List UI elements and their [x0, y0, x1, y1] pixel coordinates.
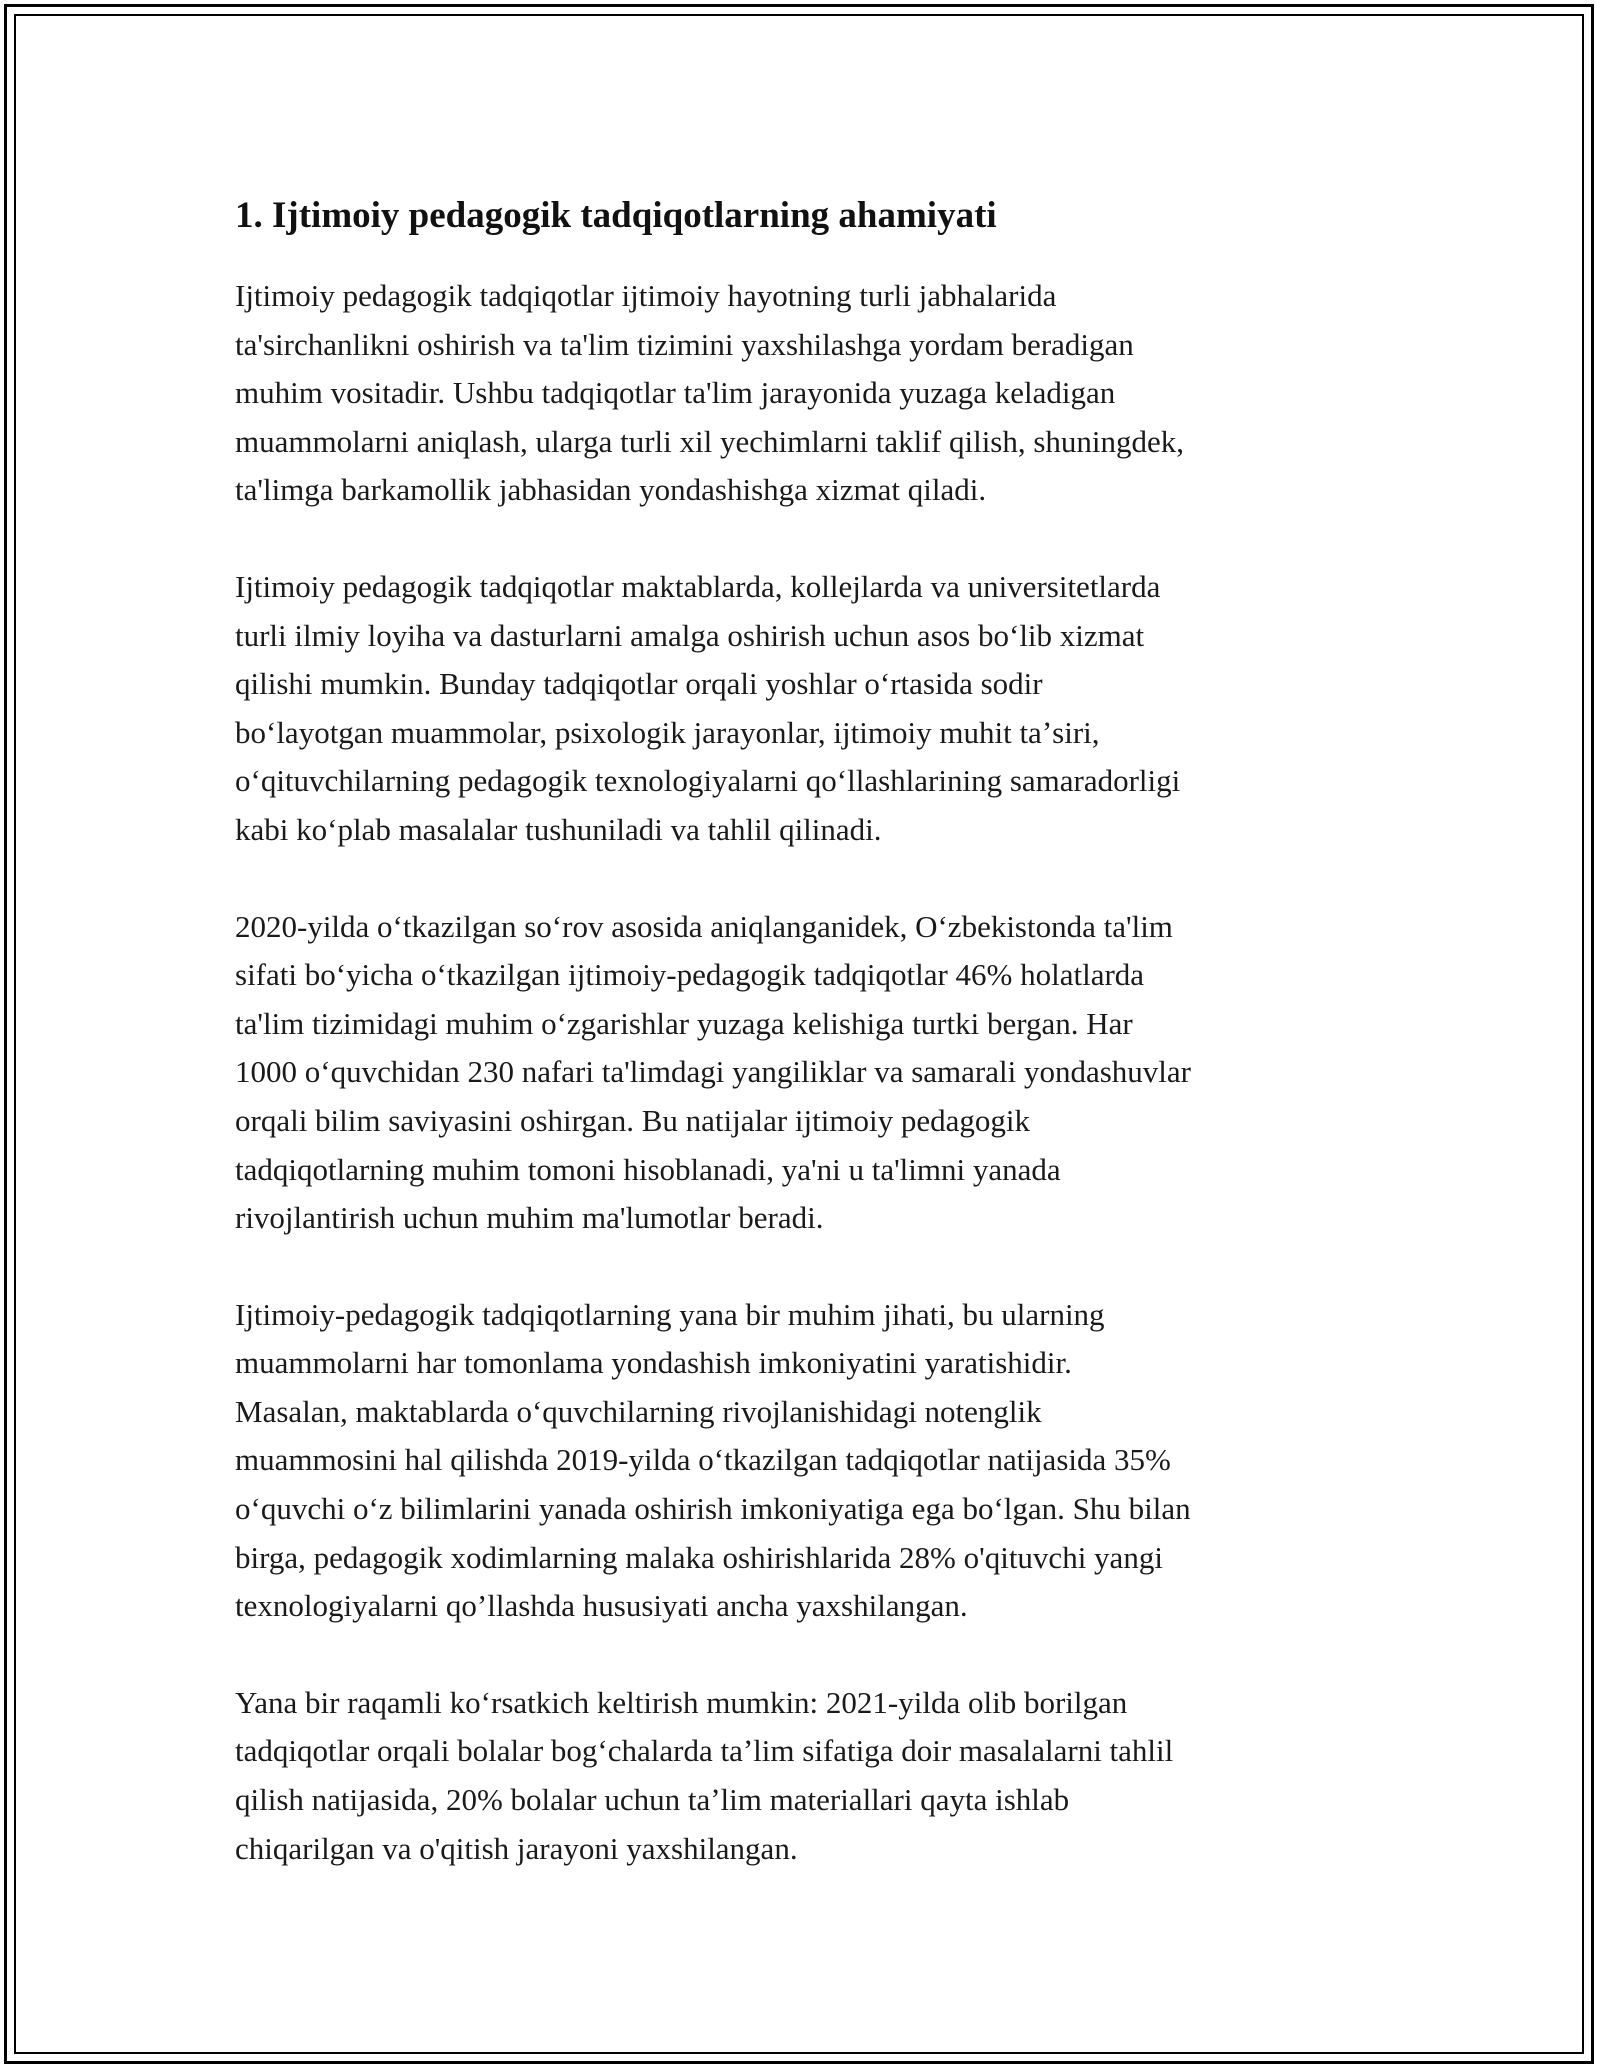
- paragraph-3: [235, 903, 1375, 1243]
- text-line: Ijtimoiy pedagogik tadqiqotlar ijtimoiy hayotning turli jabhalarida: [235, 278, 1057, 313]
- paragraph-4: [235, 1291, 1375, 1631]
- text-line: birga, pedagogik xodimlarning malaka oshirishlarida 28% o'qituvchi yangi: [235, 1539, 1163, 1575]
- text-line: Yana bir raqamli koʻrsatkich keltirish mumkin: 2021-yilda olib borilgan: [235, 1684, 1128, 1720]
- section-heading: 1. Ijtimoiy pedagogik tadqiqotlarning ahamiyati: [235, 195, 997, 236]
- paragraph-5: [235, 1679, 1375, 1873]
- text-line: qilish natijasida, 20% bolalar uchun taʼlim materiallari qayta ishlab: [235, 1782, 1070, 1818]
- text-line: muammosini hal qilishda 2019-yilda oʻtkazilgan tadqiqotlar natijasida 35%: [235, 1442, 1171, 1478]
- text-line: ta'lim tizimidagi muhim oʻzgarishlar yuzaga kelishiga turtki bergan. Har: [235, 1005, 1133, 1041]
- text-line: Masalan, maktablarda oʻquvchilarning rivojlanishidagi notenglik: [235, 1393, 1042, 1429]
- text-line: oʻqituvchilarning pedagogik texnologiyalarni qoʻllashlarining samaradorligi: [235, 763, 1181, 799]
- text-line: muammolarni har tomonlama yondashish imkoniyatini yaratishidir.: [235, 1345, 1072, 1381]
- text-line: ta'limga barkamollik jabhasidan yondashishga xizmat qiladi.: [235, 472, 987, 508]
- text-line: Ijtimoiy pedagogik tadqiqotlar maktablarda, kollejlarda va universitetlarda: [235, 568, 1161, 604]
- text-line: tadqiqotlar orqali bolalar bogʻchalarda taʼlim sifatiga doir masalalarni tahlil: [235, 1733, 1174, 1769]
- text-line: muhim vositadir. Ushbu tadqiqotlar ta'lim jarayonida yuzaga keladigan: [235, 375, 1116, 411]
- paragraph-2: [235, 563, 1375, 855]
- text-line: kabi koʻplab masalalar tushuniladi va tahlil qilinadi.: [235, 811, 882, 847]
- text-line: 2020-yilda oʻtkazilgan soʻrov asosida aniqlanganidek, Oʻzbekistonda ta'lim: [235, 908, 1173, 944]
- text-line: tadqiqotlarning muhim tomoni hisoblanadi, ya'ni u ta'limni yanada: [235, 1151, 1061, 1187]
- text-line: texnologiyalarni qo’llashda hususiyati ancha yaxshilangan.: [235, 1588, 968, 1624]
- text-line: chiqarilgan va o'qitish jarayoni yaxshilangan.: [235, 1830, 798, 1866]
- text-line: turli ilmiy loyiha va dasturlarni amalga oshirish uchun asos boʻlib xizmat: [235, 617, 1145, 653]
- text-line: oʻquvchi oʻz bilimlarini yanada oshirish imkoniyatiga ega boʻlgan. Shu bilan: [235, 1491, 1191, 1527]
- text-line: muammolarni aniqlash, ularga turli xil yechimlarni taklif qilish, shuningdek,: [235, 423, 1185, 459]
- document-body: [235, 186, 1375, 1873]
- text-line: qilishi mumkin. Bunday tadqiqotlar orqali yoshlar oʻrtasida sodir: [235, 666, 1043, 702]
- text-line: ta'sirchanlikni oshirish va ta'lim tizimini yaxshilashga yordam beradigan: [235, 326, 1134, 362]
- text-line: sifati boʻyicha oʻtkazilgan ijtimoiy-pedagogik tadqiqotlar 46% holatlarda: [235, 957, 1145, 993]
- text-line: rivojlantirish uchun muhim ma'lumotlar beradi.: [235, 1200, 824, 1236]
- text-line: orqali bilim saviyasini oshirgan. Bu natijalar ijtimoiy pedagogik: [235, 1102, 1030, 1138]
- paragraph-1: [235, 272, 1375, 515]
- text-line: boʻlayotgan muammolar, psixologik jarayonlar, ijtimoiy muhit taʼsiri,: [235, 714, 1100, 750]
- text-line: Ijtimoiy-pedagogik tadqiqotlarning yana bir muhim jihati, bu ularning: [235, 1296, 1105, 1332]
- text-line: 1000 oʻquvchidan 230 nafari ta'limdagi yangiliklar va samarali yondashuvlar: [235, 1054, 1191, 1090]
